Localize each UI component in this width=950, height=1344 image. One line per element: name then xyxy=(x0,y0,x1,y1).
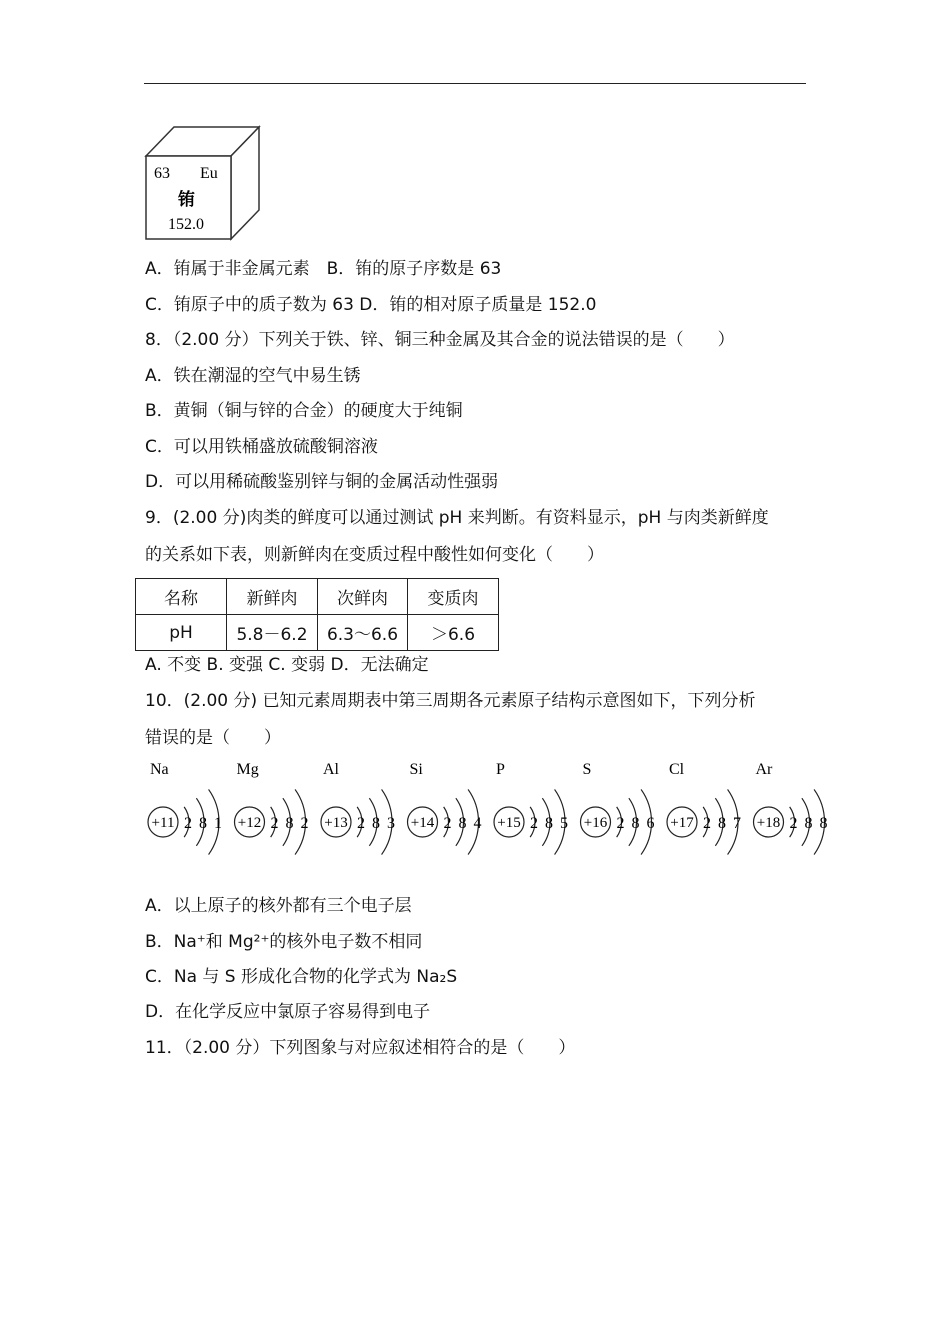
electron-count: 2 xyxy=(357,815,365,832)
table-cell: 名称 xyxy=(136,579,227,615)
q9-stem-line1: 9．(2.00 分)肉类的鲜度可以通过测试 pH 来判断。有资料显示，pH 与肉类新鲜度 xyxy=(145,508,769,528)
atom-symbol: Ar xyxy=(755,761,773,778)
header-rule xyxy=(144,83,806,84)
atom-diagram-ar xyxy=(754,761,828,855)
electron-count: 2 xyxy=(703,815,711,832)
electron-count: 8 xyxy=(718,815,726,832)
atom-diagram-p xyxy=(494,761,568,855)
q9-stem-line2: 的关系如下表，则新鲜肉在变质过程中酸性如何变化（ ） xyxy=(145,545,604,565)
electron-count: 4 xyxy=(473,815,482,832)
electron-count: 2 xyxy=(616,815,625,832)
q8-option-b: B．黄铜（铜与锌的合金）的硬度大于纯铜 xyxy=(145,401,463,421)
electron-count: 8 xyxy=(372,815,380,832)
q10-option-a: A．以上原子的核外都有三个电子层 xyxy=(145,896,412,916)
atom-symbol: P xyxy=(496,761,505,778)
atom-diagram-al xyxy=(321,761,395,855)
nucleus-charge: +12 xyxy=(237,815,262,831)
electron-count: 6 xyxy=(646,815,655,832)
atom-diagram-cl xyxy=(667,761,741,855)
nucleus-charge: +13 xyxy=(324,815,348,831)
atom-diagram-si xyxy=(408,761,482,855)
q8-stem: 8．（2.00 分）下列关于铁、锌、铜三种金属及其合金的说法错误的是（ ） xyxy=(145,330,735,350)
electron-count: 2 xyxy=(530,815,538,832)
electron-count: 2 xyxy=(443,815,452,832)
element-tile-eu xyxy=(144,125,262,241)
atom-symbol: Si xyxy=(409,761,423,778)
electron-count: 2 xyxy=(184,815,192,832)
q11-stem: 11．（2.00 分）下列图象与对应叙述相符合的是（ ） xyxy=(145,1038,576,1058)
electron-count: 8 xyxy=(819,815,828,832)
atom-diagram-na xyxy=(148,761,222,855)
q10-stem-line1: 10．(2.00 分) 已知元素周期表中第三周期各元素原子结构示意图如下，下列分析 xyxy=(145,691,756,711)
atomic-structure-diagrams xyxy=(140,755,840,875)
q8-option-a: A．铁在潮湿的空气中易生锈 xyxy=(145,366,361,386)
atom-symbol: Na xyxy=(150,761,169,778)
table-cell: 5.8－6.2 xyxy=(227,615,318,651)
table-row xyxy=(136,615,499,651)
atomic-number: 63 xyxy=(154,165,170,182)
electron-count: 2 xyxy=(789,815,798,832)
atom-symbol: Mg xyxy=(236,761,259,778)
q8-option-d: D．可以用稀硫酸鉴别锌与铜的金属活动性强弱 xyxy=(145,472,499,492)
atom-diagram-s xyxy=(581,761,655,855)
electron-count: 8 xyxy=(458,815,467,832)
electron-count: 2 xyxy=(300,815,309,832)
q8-option-c: C．可以用铁桶盛放硫酸铜溶液 xyxy=(145,437,378,457)
element-symbol: Eu xyxy=(200,165,218,182)
nucleus-charge: +15 xyxy=(497,815,521,831)
nucleus-charge: +18 xyxy=(756,815,781,831)
atom-diagram-mg xyxy=(235,761,309,855)
q10-option-d: D．在化学反应中氯原子容易得到电子 xyxy=(145,1002,431,1022)
q7-option-cd: C．铕原子中的质子数为 63 D．铕的相对原子质量是 152.0 xyxy=(145,295,597,315)
atomic-mass: 152.0 xyxy=(168,216,204,233)
table-cell: 次鲜肉 xyxy=(318,579,408,615)
element-name: 铕 xyxy=(178,190,195,210)
q10-stem-line2: 错误的是（ ） xyxy=(145,728,281,748)
table-header-row xyxy=(136,579,499,615)
electron-count: 8 xyxy=(199,815,207,832)
q10-option-b: B．Na⁺和 Mg²⁺的核外电子数不相同 xyxy=(145,932,423,952)
ph-freshness-table xyxy=(135,578,499,651)
electron-count: 8 xyxy=(545,815,553,832)
q10-option-c: C．Na 与 S 形成化合物的化学式为 Na₂S xyxy=(145,967,458,987)
table-cell: 变质肉 xyxy=(408,579,499,615)
electron-count: 2 xyxy=(270,815,279,832)
electron-count: 8 xyxy=(285,815,294,832)
nucleus-charge: +16 xyxy=(583,815,608,831)
nucleus-charge: +14 xyxy=(410,815,435,831)
electron-count: 1 xyxy=(214,815,222,832)
electron-count: 8 xyxy=(804,815,813,832)
atom-symbol: S xyxy=(582,761,592,778)
electron-count: 3 xyxy=(387,815,395,832)
table-cell: pH xyxy=(136,615,227,651)
q7-option-ab: A．铕属于非金属元素 B．铕的原子序数是 63 xyxy=(145,259,502,279)
q9-options: A. 不变 B. 变强 C. 变弱 D．无法确定 xyxy=(145,655,429,675)
atom-symbol: Cl xyxy=(669,761,685,778)
electron-count: 8 xyxy=(631,815,640,832)
table-cell: ＞6.6 xyxy=(408,615,499,651)
table-cell: 新鲜肉 xyxy=(227,579,318,615)
nucleus-charge: +11 xyxy=(151,815,175,831)
electron-count: 7 xyxy=(733,815,741,832)
electron-count: 5 xyxy=(560,815,568,832)
nucleus-charge: +17 xyxy=(670,815,694,831)
table-cell: 6.3～6.6 xyxy=(318,615,408,651)
atom-symbol: Al xyxy=(323,761,339,778)
